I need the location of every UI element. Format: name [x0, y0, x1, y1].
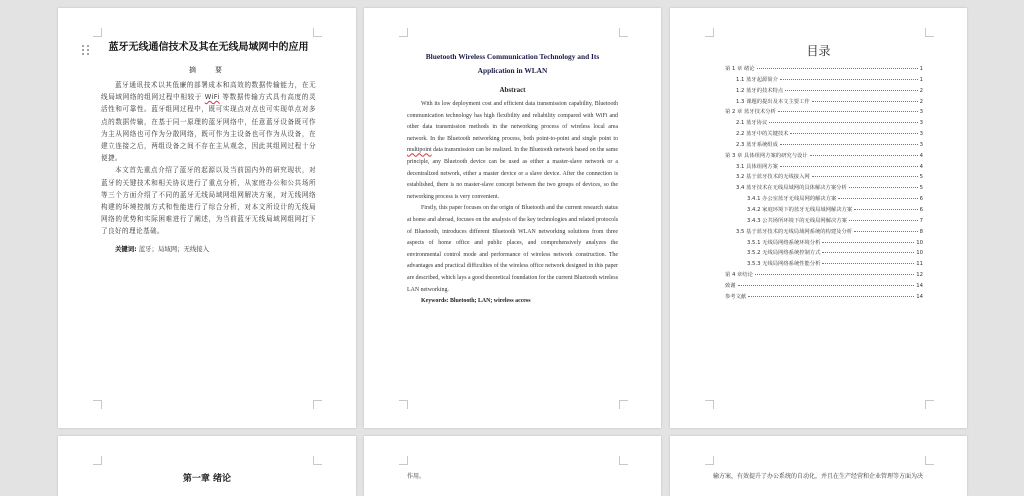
toc-entry-page: 14	[916, 293, 923, 300]
toc-leader-dots	[822, 263, 914, 264]
toc-entry-label: 3.4.1 办公室蓝牙无线局网的解决方案	[747, 196, 837, 203]
toc-entry-label: 致谢	[725, 282, 736, 289]
toc-entry-page: 12	[916, 272, 923, 279]
toc-entry-label: 第 1 章 绪论	[725, 66, 755, 72]
abstract-heading: Abstract	[499, 86, 526, 94]
toc-entry[interactable]	[725, 259, 923, 270]
toc-entry-page: 3	[919, 141, 923, 148]
toc-entry[interactable]	[725, 129, 923, 140]
toc-entry-label: 2.1 蓝牙协议	[736, 120, 768, 127]
toc-entry-page: 3	[919, 131, 923, 138]
abstract-paragraph: 本文首先重点介绍了蓝牙的起源以及当前国内外的研究现状，对蓝牙的关键技术和相关协议进行了重点分析，从家庭办公和公共场所等三个方面介绍了不同的蓝牙无线局域网组网解决方案，对无线网络构建的环境控制方式和性能进行了综合分析，对本文所设计的无线局网络的优势和实际困难进行了阐述，为当前蓝牙无线局域网组网打下了良好的理论基础。	[101, 166, 316, 236]
chapter-heading: 第一章 绪论	[182, 474, 232, 484]
toc-entry-label: 3.5.1 无线局网络系统环境分析	[747, 239, 821, 246]
toc-leader-dots	[757, 68, 918, 69]
keywords-value: 蓝牙；局域网；无线接入	[136, 244, 210, 253]
crop-mark	[399, 400, 408, 409]
document-title: 蓝牙无线通信技术及其在无线局域网中的应用	[108, 42, 309, 53]
toc-leader-dots	[822, 252, 914, 253]
toc-entry[interactable]	[725, 194, 923, 205]
abstract-heading: 摘 要	[189, 66, 228, 74]
toc-leader-dots	[854, 209, 917, 210]
toc-entry-label: 3.5 基于蓝牙技术的无线局域网系统的构建及分析	[736, 228, 853, 235]
crop-mark	[925, 28, 934, 37]
toc-entry-page: 11	[916, 261, 923, 268]
toc-entry[interactable]	[725, 75, 923, 86]
toc-leader-dots	[812, 176, 918, 177]
toc-leader-dots	[854, 231, 918, 232]
toc-entry-label: 1.3 课题的提出及本文主要工作	[736, 98, 810, 105]
page-3-table-of-contents	[670, 8, 967, 428]
page-5	[364, 436, 661, 496]
abstract-body	[101, 79, 316, 238]
toc-entry-page: 3	[919, 120, 923, 127]
abstract-paragraph	[407, 99, 618, 203]
toc-entry[interactable]	[725, 151, 923, 162]
toc-leader-dots	[785, 90, 917, 91]
crop-mark	[925, 400, 934, 409]
text: 蓝牙通讯技术以其低廉的部署成本和高效的数据传输能力，在无线局域网络的组网过程中相较于	[101, 81, 316, 102]
crop-mark	[705, 400, 714, 409]
toc-entry[interactable]	[725, 107, 923, 118]
abstract-paragraph: Firstly, this paper focuses on the origin of Bluetooth and the current research status at home and abroad, focuses on the analysis of the key technologies and related protocols of Bluetooth, introduces different Bluetooth WLAN networking solutions from three aspects of home office and public places, and comprehensively analyzes the environmental control mode and performance of wireless network construction. The advantages and practical difficulties of the wireless office network designed in this paper are described, which lays a good theoretical foundation for the current Bluetooth wireless LAN networking.	[407, 205, 618, 293]
crop-mark	[313, 28, 322, 37]
toc-entry-label: 第 4 章结论	[725, 272, 753, 279]
page-1-content	[101, 41, 316, 254]
crop-mark	[93, 28, 102, 37]
toc-entry[interactable]	[725, 281, 923, 292]
crop-mark	[399, 456, 408, 465]
crop-mark	[93, 456, 102, 465]
toc-entry-page: 5	[919, 174, 923, 181]
toc-entry[interactable]	[725, 183, 923, 194]
toc-title: 目录	[806, 44, 831, 58]
toc-entry[interactable]	[725, 64, 923, 75]
crop-mark	[399, 28, 408, 37]
crop-mark	[925, 456, 934, 465]
toc-entry[interactable]	[725, 118, 923, 129]
text: data transmission can be realized. In the Bluetooth network based on the same principle, any Bluetooth device can be used as either a master-slave network or a decentralized network, either a master device or a slave device. After the connection is established, there is no master-slave concept between the two groups of devices, so the networking process is very convenient.	[407, 147, 618, 200]
toc-leader-dots	[838, 198, 917, 199]
toc-entry-label: 3.1 具体组网方案	[736, 163, 778, 170]
toc-leader-dots	[790, 133, 917, 134]
page-2-english-abstract	[364, 8, 661, 428]
toc-entry-page: 4	[919, 163, 923, 170]
toc-leader-dots	[849, 220, 918, 221]
toc-entry-page: 5	[919, 185, 923, 192]
toc-entry-page: 2	[919, 98, 923, 105]
toc-entry-label: 2.2 蓝牙中的关键技术	[736, 131, 789, 138]
toc-leader-dots	[780, 144, 918, 145]
toc-entry[interactable]	[725, 162, 923, 173]
abstract-body	[407, 99, 618, 296]
english-title: Bluetooth Wireless Communication Technology and Its Application in WLAN	[425, 52, 600, 75]
body-text: 作用。	[407, 473, 426, 480]
toc-entry[interactable]	[725, 172, 923, 183]
crop-mark	[313, 456, 322, 465]
toc-leader-dots	[810, 155, 918, 156]
crop-mark	[705, 28, 714, 37]
spellcheck-word[interactable]: multipoint	[407, 147, 432, 154]
toc-entry[interactable]	[725, 140, 923, 151]
toc-entry[interactable]	[725, 227, 923, 238]
toc-leader-dots	[769, 122, 917, 123]
crop-mark	[619, 400, 628, 409]
toc-entry-label: 1.1 蓝牙起源简介	[736, 76, 778, 83]
toc-entry-label: 3.2 基于蓝牙技术的无线接入网	[736, 174, 810, 181]
toc-leader-dots	[822, 242, 914, 243]
crop-mark	[313, 400, 322, 409]
crop-mark	[705, 456, 714, 465]
toc-entry-page: 8	[919, 228, 923, 235]
text: With its low deployment cost and efficient data transmission capability, Bluetooth communication technology has high flexibility and reliability compared with WiFi and other data transmission methods in the networking process of wireless local area network. In the Bluetooth networking process, both point-to-point and single point to	[407, 101, 618, 142]
abstract-paragraph	[101, 79, 316, 164]
body-text: 输方案，有效提升了办公系统的自动化，并且在生产经营和企业管理等方面为决	[713, 473, 924, 480]
keywords	[101, 244, 316, 254]
toc-entry-label: 3.4.3 公共场所环境下的无线局网解决方案	[747, 217, 847, 224]
spellcheck-word[interactable]: WiFi	[204, 93, 220, 102]
toc-entry-page: 4	[919, 152, 923, 159]
toc-leader-dots	[780, 79, 918, 80]
toc-entry-label: 1.2 蓝牙的技术特点	[736, 87, 784, 94]
toc-entry-page: 14	[916, 282, 923, 289]
toc-entry-page: 6	[919, 206, 923, 213]
toc-leader-dots	[755, 274, 914, 275]
toc-entry-label: 参考文献	[725, 293, 747, 300]
toc-entry[interactable]	[725, 86, 923, 97]
toc-leader-dots	[780, 166, 918, 167]
toc-entry-page: 10	[916, 239, 923, 246]
toc-entry-label: 3.4.2 家庭环境下的蓝牙无线局域网解决方案	[747, 206, 853, 213]
toc-entry-label: 3.5.3 无线局网络系统性能分析	[747, 261, 821, 268]
toc-entry-label: 3.4 蓝牙技术在无线局域网的具体解决方案分析	[736, 185, 847, 192]
toc-entry-label: 第 2 章 蓝牙技术分析	[725, 109, 776, 116]
toc-entry-label: 2.3 蓝牙系统组成	[736, 141, 778, 148]
page-6	[670, 436, 967, 496]
toc-leader-dots	[812, 101, 918, 102]
text: 等数据传输方式具有高度的灵活性和可靠性。蓝牙组网过程中，既可实现点对点也可实现单点对多点的数据传输，在基于同一原理的蓝牙网络中，任意蓝牙设备既可作为主从网络也可作为分散网络，既可作为主设备也可作为从设备，在建立连接之后，两组设备之间不存在主从观念，因此其组网过程十分便捷。	[101, 93, 316, 163]
toc-entry-page: 1	[919, 66, 923, 72]
toc-entry[interactable]	[725, 248, 923, 259]
toc-leader-dots	[738, 285, 915, 286]
toc-entry-page: 10	[916, 250, 923, 257]
toc-entry-page: 1	[919, 76, 923, 83]
crop-mark	[619, 28, 628, 37]
page-4	[58, 436, 356, 496]
page-1-chinese-abstract	[58, 8, 356, 428]
drag-handle-icon[interactable]	[82, 45, 90, 57]
toc-leader-dots	[748, 296, 914, 297]
toc-leader-dots	[778, 111, 918, 112]
toc-entry[interactable]	[725, 216, 923, 227]
toc-entry[interactable]	[725, 238, 923, 249]
toc-entry-page: 3	[919, 109, 923, 116]
table-of-contents	[725, 64, 923, 303]
crop-mark	[619, 456, 628, 465]
keywords: Keywords: Bluetooth; LAN; wireless access	[421, 298, 531, 305]
toc-leader-dots	[849, 187, 918, 188]
toc-entry[interactable]	[725, 270, 923, 281]
toc-entry[interactable]	[725, 292, 923, 303]
toc-entry[interactable]	[725, 97, 923, 108]
toc-entry-page: 2	[919, 87, 923, 94]
keywords-label: 关键词:	[115, 244, 137, 253]
toc-entry-page: 7	[919, 217, 923, 224]
toc-entry-label: 3.5.2 无线局网络系统控制方式	[747, 250, 821, 257]
toc-entry-page: 6	[919, 196, 923, 203]
toc-entry[interactable]	[725, 205, 923, 216]
toc-entry-label: 第 3 章 具体组网方案的研究与设计	[725, 152, 808, 159]
page-2-content	[407, 50, 618, 308]
crop-mark	[93, 400, 102, 409]
